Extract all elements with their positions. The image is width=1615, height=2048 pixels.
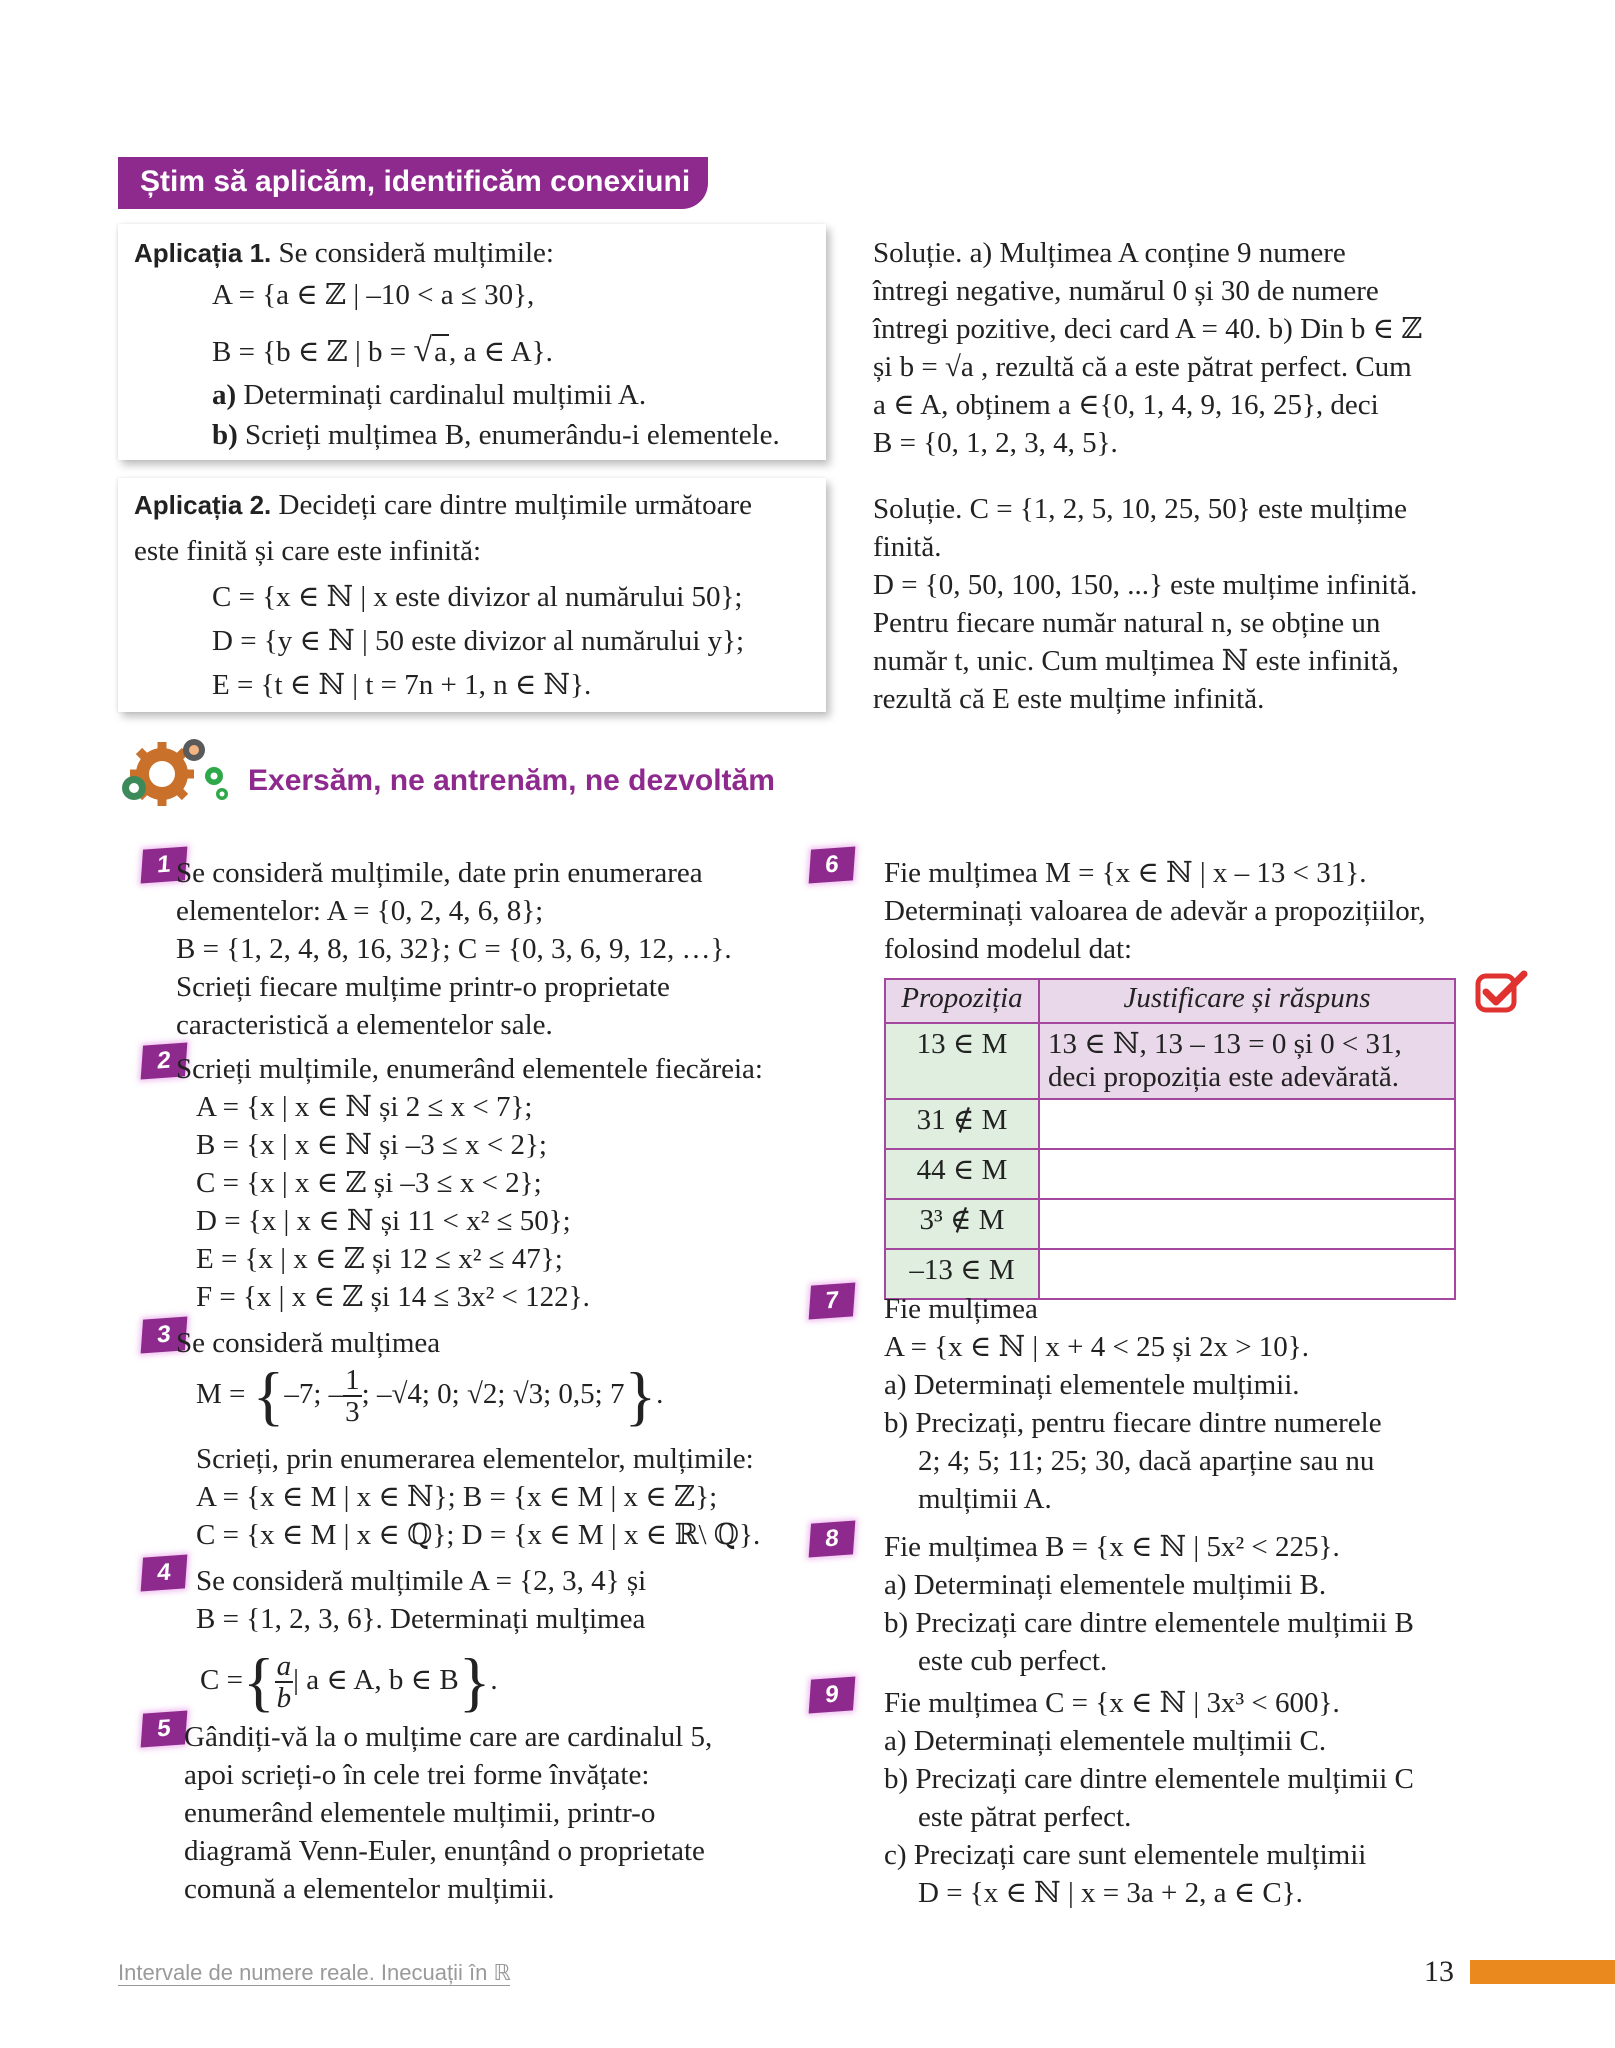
ex6-line: Determinați valoarea de adevăr a propozițiilor, bbox=[884, 895, 1426, 927]
ex8-line: b) Precizați care dintre elementele mulțimii B bbox=[884, 1607, 1414, 1639]
sol2-line: Pentru fiecare număr natural n, se obține un bbox=[873, 607, 1381, 639]
exercise-2-intro: Scrieți mulțimile, enumerând elementele fiecăreia: bbox=[176, 1053, 763, 1085]
app1-set-b-post: , a ∈ A}. bbox=[448, 336, 553, 368]
ex7-line: mulțimii A. bbox=[918, 1483, 1052, 1515]
solution-2 bbox=[873, 490, 1417, 718]
exercise-2-badge: 2 bbox=[141, 1043, 188, 1080]
exercise-5-badge: 5 bbox=[141, 1711, 188, 1748]
justification-line: 13 ∈ ℕ, 13 – 13 = 0 și 0 < 31, bbox=[1048, 1028, 1402, 1060]
exercise-4-badge: 4 bbox=[141, 1555, 188, 1592]
table-row bbox=[885, 1199, 1455, 1249]
checkmark-icon bbox=[1474, 970, 1530, 1016]
left-brace: { bbox=[242, 1645, 275, 1719]
app1-qa-label: a) bbox=[212, 379, 237, 411]
exercise-8-badge: 8 bbox=[809, 1521, 856, 1558]
sol2-line: D = {0, 50, 100, 150, ...} este mulțime infinită. bbox=[873, 569, 1418, 601]
ex9-line: c) Precizați care sunt elementele mulțimii bbox=[884, 1839, 1367, 1871]
ex1-line: Se consideră mulțimile, date prin enumerarea bbox=[176, 857, 703, 889]
table-cell-proposition: 31 ∉ M bbox=[885, 1099, 1039, 1149]
exercise-5 bbox=[184, 1718, 712, 1908]
ex3-m-pre: M = bbox=[196, 1378, 253, 1410]
sol1-line: B = {0, 1, 2, 3, 4, 5}. bbox=[873, 427, 1118, 459]
ex9-line: a) Determinați elementele mulțimii C. bbox=[884, 1725, 1327, 1757]
app1-intro: Se consideră mulțimile: bbox=[278, 237, 554, 269]
ex9-line: D = {x ∈ ℕ | x = 3a + 2, a ∈ C}. bbox=[918, 1877, 1303, 1909]
app1-qb-label: b) bbox=[212, 419, 238, 451]
exercise-9 bbox=[884, 1684, 1414, 1912]
exercise-3-badge: 3 bbox=[141, 1317, 188, 1354]
app1-label: Aplicația 1. bbox=[134, 238, 272, 268]
footer-divider bbox=[118, 1985, 510, 1986]
exercise-9-badge: 9 bbox=[809, 1677, 856, 1714]
table-row bbox=[885, 1099, 1455, 1149]
exercise-7 bbox=[884, 1290, 1382, 1518]
exercise-3-intro: Se consideră mulțimea bbox=[176, 1327, 441, 1359]
justification-line: deci propoziția este adevărată. bbox=[1048, 1061, 1400, 1093]
app2-line1-text: Decideți care dintre mulțimile următoare bbox=[278, 489, 752, 521]
exercise-4-set-c bbox=[200, 1645, 498, 1719]
ex7-line: a) Determinați elementele mulțimii. bbox=[884, 1369, 1300, 1401]
app1-set-b: B = {b ∈ ℤ | b = √a, a ∈ A}. bbox=[212, 332, 553, 369]
ex2-set: D = {x | x ∈ ℕ și 11 < x² ≤ 50}; bbox=[196, 1205, 571, 1237]
table-cell-proposition: 13 ∈ M bbox=[885, 1023, 1039, 1099]
ex3-frac-den: 3 bbox=[345, 1396, 360, 1429]
table-cell-proposition: –13 ∈ M bbox=[885, 1249, 1039, 1299]
ex5-line: diagramă Venn-Euler, enunțând o proprietate bbox=[184, 1835, 705, 1867]
ex8-line: a) Determinați elementele mulțimii B. bbox=[884, 1569, 1327, 1601]
ex9-line: este pătrat perfect. bbox=[918, 1801, 1132, 1833]
table-header-row bbox=[885, 979, 1455, 1023]
ex2-set: E = {x | x ∈ ℤ și 12 ≤ x² ≤ 47}; bbox=[196, 1243, 563, 1275]
app1-question-b bbox=[212, 416, 780, 454]
sol1-line: întregi pozitive, deci card A = 40. b) Din b ∈ ℤ bbox=[873, 313, 1423, 345]
app1-question-a bbox=[212, 376, 646, 414]
table-cell-justification bbox=[1039, 1199, 1455, 1249]
sol2-line: număr t, unic. Cum mulțimea ℕ este infinită, bbox=[873, 645, 1399, 677]
exercise-6-badge: 6 bbox=[809, 847, 856, 884]
exercise-4-body bbox=[196, 1562, 646, 1638]
ex4-frac-num: a bbox=[276, 1650, 292, 1683]
ex4-line: Se consideră mulțimile A = {2, 3, 4} și bbox=[196, 1565, 647, 1597]
footer-chapter-title: Intervale de numere reale. Inecuații în ℝ bbox=[118, 1960, 511, 1985]
ex2-set: F = {x | x ∈ ℤ și 14 ≤ 3x² < 122}. bbox=[196, 1281, 590, 1313]
ex6-line: Fie mulțimea M = {x ∈ ℕ | x – 13 < 31}. bbox=[884, 857, 1367, 889]
left-brace: { bbox=[252, 1359, 285, 1433]
ex4-fraction bbox=[275, 1651, 294, 1713]
ex3-line: C = {x ∈ M | x ∈ ℚ}; D = {x ∈ M | x ∈ ℝ\ ℚ}. bbox=[196, 1519, 761, 1551]
application-2-box bbox=[118, 478, 826, 712]
ex9-line: Fie mulțimea C = {x ∈ ℕ | 3x³ < 600}. bbox=[884, 1687, 1340, 1719]
ex9-line: b) Precizați care dintre elementele mulțimii C bbox=[884, 1763, 1414, 1795]
ex8-line: Fie mulțimea B = {x ∈ ℕ | 5x² < 225}. bbox=[884, 1531, 1340, 1563]
table-row bbox=[885, 1023, 1455, 1099]
app1-qb-text: Scrieți mulțimea B, enumerându-i elementele. bbox=[245, 419, 780, 451]
exercise-3-body bbox=[196, 1440, 760, 1554]
ex5-line: apoi scrieți-o în cele trei forme învățate: bbox=[184, 1759, 650, 1791]
table-cell-proposition: 44 ∈ M bbox=[885, 1149, 1039, 1199]
ex3-frac-num: 1 bbox=[345, 1364, 360, 1397]
ex4-line: B = {1, 2, 3, 6}. Determinați mulțimea bbox=[196, 1603, 646, 1635]
right-brace: } bbox=[624, 1359, 657, 1433]
solution-1 bbox=[873, 234, 1422, 462]
proposition-table bbox=[884, 978, 1456, 1300]
ex1-line: elementelor: A = {0, 2, 4, 6, 8}; bbox=[176, 895, 544, 927]
page-accent-bar bbox=[1470, 1960, 1615, 1984]
sol1-line: întregi negative, numărul 0 și 30 de numere bbox=[873, 275, 1379, 307]
ex3-m-end: . bbox=[656, 1378, 664, 1410]
section-header bbox=[118, 157, 708, 209]
app2-set-d: D = {y ∈ ℕ | 50 este divizor al numărului y}; bbox=[212, 625, 745, 657]
sol2-line: rezultă că E este mulțime infinită. bbox=[873, 683, 1265, 715]
exercise-7-badge: 7 bbox=[809, 1283, 856, 1320]
page-number: 13 bbox=[1424, 1955, 1454, 1988]
app1-intro-line bbox=[134, 234, 554, 272]
ex3-m-a: –7; – bbox=[284, 1378, 344, 1410]
app2-set-c: C = {x ∈ ℕ | x este divizor al numărului 50}; bbox=[212, 581, 743, 613]
exercise-1-badge: 1 bbox=[141, 847, 188, 884]
table-cell-justification bbox=[1039, 1023, 1455, 1099]
ex2-set: C = {x | x ∈ ℤ și –3 ≤ x < 2}; bbox=[196, 1167, 542, 1199]
ex3-line: A = {x ∈ M | x ∈ ℕ}; B = {x ∈ M | x ∈ ℤ}; bbox=[196, 1481, 718, 1513]
ex5-line: enumerând elementele mulțimii, printr-o bbox=[184, 1797, 656, 1829]
exercise-2-sets bbox=[196, 1088, 590, 1316]
table-cell-proposition: 3³ ∉ M bbox=[885, 1199, 1039, 1249]
exercise-3-set-m bbox=[196, 1359, 664, 1433]
sol1-line: a ∈ A, obținem a ∈{0, 1, 4, 9, 16, 25}, deci bbox=[873, 389, 1379, 421]
table-header: Justificare și răspuns bbox=[1039, 979, 1455, 1023]
ex1-line: Scrieți fiecare mulțime printr-o proprietate bbox=[176, 971, 670, 1003]
app2-line-2: este finită și care este infinită: bbox=[134, 535, 482, 567]
sol1-line: și b = √a , rezultă că a este pătrat perfect. Cum bbox=[873, 351, 1412, 383]
sol1-line: Soluție. a) Mulțimea A conține 9 numere bbox=[873, 237, 1346, 269]
sol2-line: finită. bbox=[873, 531, 942, 563]
app1-set-b-pre: B = {b ∈ ℤ | b = bbox=[212, 336, 414, 368]
ex3-line: Scrieți, prin enumerarea elementelor, mulțimile: bbox=[196, 1443, 754, 1475]
table-cell-justification bbox=[1039, 1149, 1455, 1199]
ex3-m-b: ; –√4; 0; √2; √3; 0,5; 7 bbox=[361, 1378, 625, 1410]
right-brace: } bbox=[458, 1645, 491, 1719]
ex2-set: B = {x | x ∈ ℕ și –3 ≤ x < 2}; bbox=[196, 1129, 547, 1161]
table-cell-justification bbox=[1039, 1099, 1455, 1149]
sol2-line: Soluție. C = {1, 2, 5, 10, 25, 50} este mulțime bbox=[873, 493, 1407, 525]
app2-line-1 bbox=[134, 486, 752, 524]
exercise-section-title: Exersăm, ne antrenăm, ne dezvoltăm bbox=[248, 764, 775, 797]
ex7-line: Fie mulțimea bbox=[884, 1293, 1038, 1325]
app1-set-b-radicand: a bbox=[434, 336, 447, 368]
ex5-line: comună a elementelor mulțimii. bbox=[184, 1873, 555, 1905]
application-1-box bbox=[118, 224, 826, 460]
ex1-line: B = {1, 2, 4, 8, 16, 32}; C = {0, 3, 6, 9, 12, …}. bbox=[176, 933, 732, 965]
exercise-8 bbox=[884, 1528, 1414, 1680]
app2-set-e: E = {t ∈ ℕ | t = 7n + 1, n ∈ ℕ}. bbox=[212, 669, 592, 701]
ex3-fraction bbox=[343, 1365, 362, 1427]
ex4-c-post: | a ∈ A, b ∈ B bbox=[293, 1664, 459, 1696]
ex5-line: Gândiți-vă la o mulțime care are cardinalul 5, bbox=[184, 1721, 713, 1753]
table-row bbox=[885, 1149, 1455, 1199]
exercise-1 bbox=[176, 854, 732, 1044]
exercise-6 bbox=[884, 854, 1426, 968]
ex1-line: caracteristică a elementelor sale. bbox=[176, 1009, 553, 1041]
table-header: Propoziția bbox=[885, 979, 1039, 1023]
ex4-frac-den: b bbox=[276, 1682, 292, 1715]
section-header-title: Știm să aplicăm, identificăm conexiuni bbox=[140, 165, 691, 198]
ex4-c-end: . bbox=[490, 1664, 498, 1696]
app2-label: Aplicația 2. bbox=[134, 490, 272, 520]
app1-qa-text: Determinați cardinalul mulțimii A. bbox=[243, 379, 647, 411]
ex7-line: A = {x ∈ ℕ | x + 4 < 25 și 2x > 10}. bbox=[884, 1331, 1309, 1363]
ex2-set: A = {x | x ∈ ℕ și 2 ≤ x < 7}; bbox=[196, 1091, 533, 1123]
gears-icon bbox=[118, 730, 230, 816]
ex8-line: este cub perfect. bbox=[918, 1645, 1108, 1677]
ex7-line: 2; 4; 5; 11; 25; 30, dacă aparține sau nu bbox=[918, 1445, 1375, 1477]
ex6-line: folosind modelul dat: bbox=[884, 933, 1133, 965]
ex4-c-pre: C = bbox=[200, 1664, 243, 1696]
ex7-line: b) Precizați, pentru fiecare dintre numerele bbox=[884, 1407, 1382, 1439]
app1-set-a: A = {a ∈ ℤ | –10 < a ≤ 30}, bbox=[212, 279, 535, 311]
